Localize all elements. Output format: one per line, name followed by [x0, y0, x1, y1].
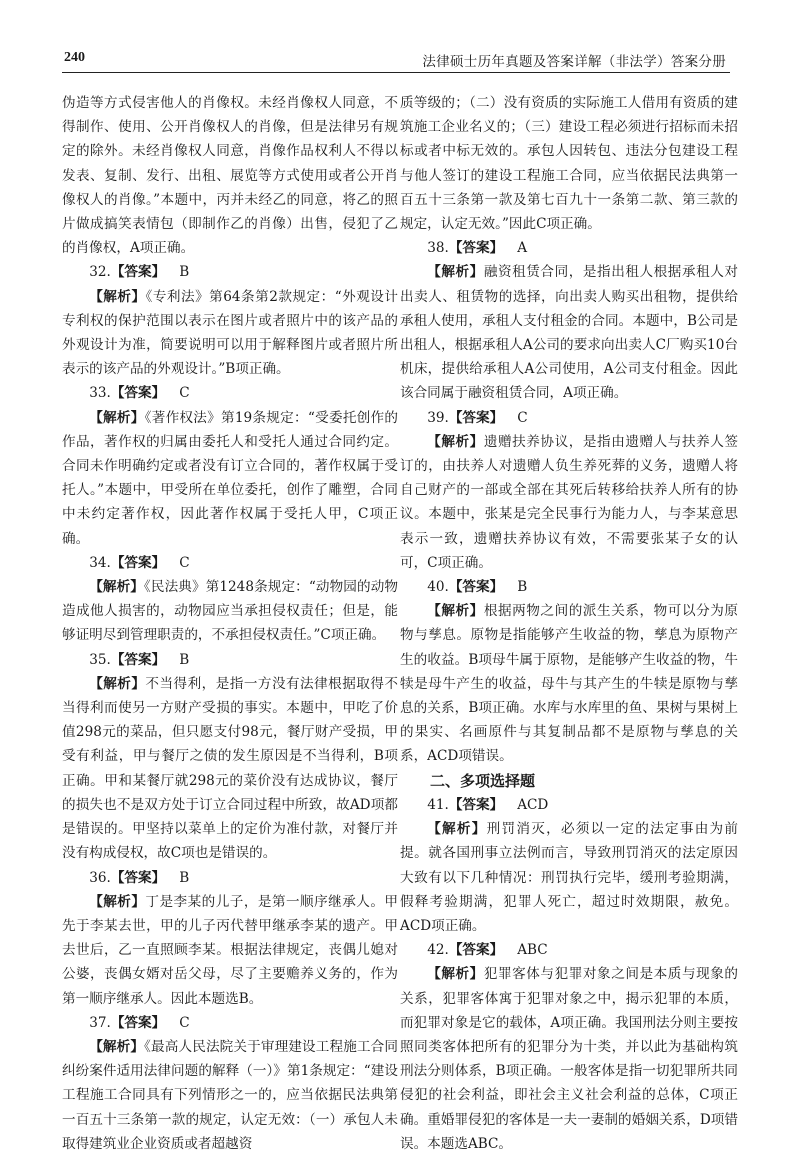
answer-line: 42.【答案】 ABC	[427, 942, 548, 959]
answer-line: 36.【答案】 B	[89, 869, 190, 886]
analysis-paragraph: 【解析】《专利法》第64条第2款规定：“外观设计专利权的保护范围以表示在图片或者照片中的该产品的外观设计为准，简要说明可以用于解释图片或者照片所表示的该产品的外观设计。”B项正确。	[62, 288, 398, 378]
analysis-paragraph: 【解析】不当得利，是指一方没有法律根据取得不当得利而使另一方财产受损的事实。本题中，甲吃了价值298元的菜品，但只愿支付98元，餐厅财产受损，甲受有利益，甲与餐厅之债的发生原因是不当得利，B项正确。甲和某餐厅就298元的菜价没有达成协议，餐厅的损失也不是双方处于订立合同过程中所致，故AD项都是错误的。甲坚持以菜单上的定价为准付款，对餐厅并没有构成侵权，故C项也是错误的。	[62, 675, 399, 862]
answer-item-36	[62, 866, 398, 1011]
analysis-paragraph: 【解析】融资租赁合同，是指出租人根据承租人对出卖人、租赁物的选择，向出卖人购买出租物，提供给承租人使用，承租人支付租金的合同。本题中，B公司是出租人，根据承租人A公司的要求向出卖人C厂购买10台机床，提供给承租人A公司使用，A公司支付租金。因此该合同属于融资租赁合同，A项正确。	[400, 264, 739, 402]
answer-item-35	[62, 648, 398, 866]
page-header	[62, 50, 730, 73]
answer-line: 33.【答案】 C	[89, 385, 190, 402]
answer-line: 38.【答案】 A	[427, 240, 528, 257]
answer-item-32	[62, 260, 398, 381]
answer-line: 35.【答案】 B	[89, 651, 190, 668]
answer-line: 37.【答案】 C	[89, 1014, 190, 1031]
answer-item-33	[62, 381, 398, 550]
analysis-paragraph: 【解析】《民法典》第1248条规定：“动物园的动物造成他人损害的，动物园应当承担侵权责任；但是，能够证明尽到管理职责的，不承担侵权责任。”C项正确。	[62, 579, 398, 644]
analysis-paragraph: 【解析】《最高人民法院关于审理建设工程施工合同纠纷案件适用法律问题的解释（一）》第1条规定：“建设工程施工合同具有下列情形之一的，应当依据民法典第一百五十三条第一款的规定，认定无效：（一）承包人未取得建筑业企业资质或者超越资	[62, 1038, 399, 1152]
analysis-paragraph: 【解析】《著作权法》第19条规定：“受委托创作的作品，著作权的归属由委托人和受托人通过合同约定。合同未作明确约定或者没有订立合同的，著作权属于受托人。”本题中，甲受所在单位委托，创作了雕塑，合同中未约定著作权，因此著作权属于受托人甲，C项正确。	[62, 409, 398, 547]
analysis-paragraph: 【解析】遗赠扶养协议，是指由遗赠人与扶养人签订的，由扶养人对遗赠人负生养死葬的义务，遗赠人将自己财产的一部或全部在其死后转移给扶养人所有的协议。本题中，张某是完全民事行为能力人，与李某意思表示一致，遗赠扶养协议有效，不需要张某子女的认可，C项正确。	[400, 433, 739, 571]
analysis-paragraph: 【解析】丁是李某的儿子，是第一顺序继承人。甲先于李某去世，甲的儿子丙代替甲继承李某的遗产。甲去世后，乙一直照顾李某。根据法律规定，丧偶儿媳对公婆，丧偶女婿对岳父母，尽了主要赡养义务的，作为第一顺序继承人。因此本题选B。	[62, 893, 399, 1007]
analysis-paragraph: 【解析】犯罪客体与犯罪对象之间是本质与现象的关系，犯罪客体寓于犯罪对象之中，揭示犯罪的本质，而犯罪对象是它的载体，A项正确。我国刑法分则主要按照同类客体把所有的犯罪分为十类，并以此为基础构筑刑法分则体系，B项正确。一般客体是指一切犯罪所共同侵犯的社会利益，即社会主义社会利益的总体，C项正确。重婚罪侵犯的客体是一夫一妻制的婚姻关系，D项错误。本题选ABC。	[400, 966, 739, 1152]
running-title: 法律硕士历年真题及答案详解（非法学）答案分册	[422, 54, 726, 70]
answer-item-37	[62, 1011, 398, 1156]
answer-line: 40.【答案】 B	[427, 579, 528, 596]
answer-item-39	[400, 406, 738, 575]
continued-text: 伪造等方式侵害他人的肖像权。未经肖像权人同意，不得制作、使用、公开肖像权人的肖像，但是法律另有规定的除外。未经肖像权人同意，肖像作品权利人不得以发表、复制、发行、出租、展览等方式使用或者公开肖像权人的肖像。”本题中，丙并未经乙的同意，将乙的照片做成搞笑表情包（即制作乙的肖像）出售，侵犯了乙的肖像权，A项正确。	[62, 95, 398, 257]
answer-line: 34.【答案】 C	[89, 554, 190, 571]
continued-text: 质等级的；（二）没有资质的实际施工人借用有资质的建筑施工企业名义的；（三）建设工程必须进行招标而未招标或者中标无效的。承包人因转包、违法分包建设工程与他人签订的建设工程施工合同，应当依据民法典第一百五十三条第一款及第七百九十一条第二款、第三款的规定，认定无效。”因此C项正确。	[400, 95, 738, 233]
answer-line: 32.【答案】 B	[89, 264, 190, 281]
page-number: 240	[64, 50, 85, 65]
answer-line: 39.【答案】 C	[427, 409, 528, 426]
section-title: 二、多项选择题	[430, 771, 536, 790]
answer-item-38	[400, 236, 738, 405]
right-column	[400, 91, 738, 1156]
analysis-paragraph: 【解析】根据两物之间的派生关系，物可以分为原物与孳息。原物是指能够产生收益的物，孳息为原物产生的收益。B项母牛属于原物，是能够产生收益的物，牛犊是母牛产生的收益，母牛与其产生的牛犊是原物与孳息的关系，B项正确。水库与水库里的鱼、果树与果树上的果实、名画原件与其复制品都不是原物与孳息的关系，ACD项错误。	[400, 603, 739, 765]
left-column	[62, 91, 398, 1156]
answer-item-40	[400, 575, 738, 769]
analysis-paragraph: 【解析】刑罚消灭，必须以一定的法定事由为前提。就各国刑事立法例而言，导致刑罚消灭的法定原因大致有以下几种情况：刑罚执行完毕，缓刑考验期满，假释考验期满，犯罪人死亡，超过时效期限，赦免。ACD项正确。	[400, 821, 739, 934]
answer-line: 41.【答案】 ACD	[427, 796, 549, 813]
answer-item-42	[400, 938, 738, 1156]
answer-item-41	[400, 793, 738, 938]
answer-item-34	[62, 551, 398, 648]
